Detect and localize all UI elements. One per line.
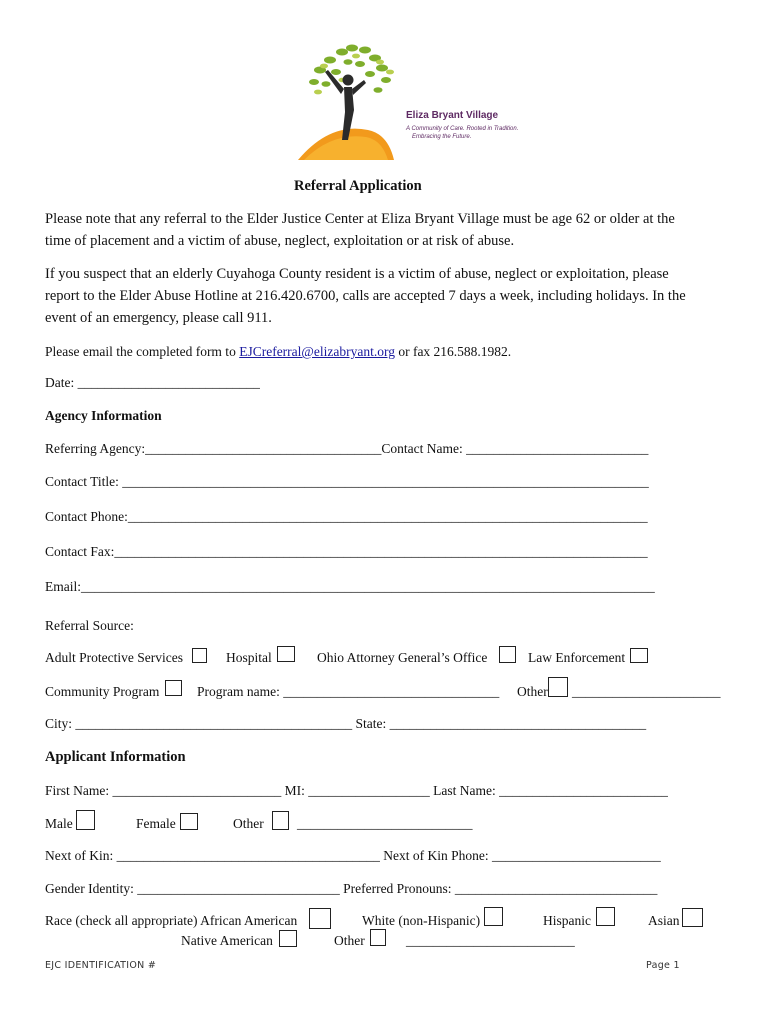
hispanic-label: Hispanic xyxy=(543,913,591,928)
agency-information-heading: Agency Information xyxy=(45,408,162,423)
race-other-label: Other xyxy=(334,933,365,948)
name-fields[interactable]: First Name: _________________________ MI: __________________ Last Name: _________________________ xyxy=(45,783,668,798)
intro-paragraph-2-line-1: If you suspect that an elderly Cuyahoga County resident is a victim of abuse, neglect or exploitation, please xyxy=(45,266,669,282)
race-label: Race (check all appropriate) African American xyxy=(45,913,298,928)
eliza-bryant-village-logo xyxy=(290,40,519,162)
other-gender-label: Other xyxy=(233,816,264,831)
law-enforcement-label: Law Enforcement xyxy=(528,650,626,665)
ejc-identification-label: EJC IDENTIFICATION # xyxy=(45,960,157,971)
tree-logo-icon xyxy=(290,40,519,162)
aps-label: Adult Protective Services xyxy=(45,650,183,665)
intro-paragraph-1-line-2: time of placement and a victim of abuse, neglect, exploitation or at risk of abuse. xyxy=(45,233,515,249)
email-instructions xyxy=(45,344,511,360)
gender-identity-field[interactable]: Gender Identity: ______________________________ Preferred Pronouns: ______________________________ xyxy=(45,881,658,896)
contact-fax-field[interactable]: Contact Fax:_______________________________________________________________________________ xyxy=(45,544,648,559)
other-gender-field[interactable]: __________________________ xyxy=(297,816,473,831)
intro-paragraph-1-line-1: Please note that any referral to the Elder Justice Center at Eliza Bryant Village must be age 62 or older at the xyxy=(45,211,675,227)
referral-source-label: Referral Source: xyxy=(45,618,134,633)
african-american-checkbox[interactable] xyxy=(309,908,331,929)
svg-text:Eliza Bryant Village: Eliza Bryant Village xyxy=(406,110,499,121)
race-other-field[interactable]: _________________________ xyxy=(406,933,575,948)
hispanic-checkbox[interactable] xyxy=(596,907,615,926)
date-field[interactable]: Date: ___________________________ xyxy=(45,375,260,390)
male-label: Male xyxy=(45,816,73,831)
ohio-ag-checkbox[interactable] xyxy=(499,646,516,663)
female-label: Female xyxy=(136,816,176,831)
intro-paragraph-2-line-3: event of an emergency, please call 911. xyxy=(45,310,272,326)
aps-option xyxy=(45,650,183,666)
other-source-field[interactable]: ______________________ xyxy=(572,684,721,699)
other-gender-checkbox[interactable] xyxy=(272,811,289,830)
ohio-ag-label: Ohio Attorney General’s Office xyxy=(317,650,488,665)
aps-checkbox[interactable] xyxy=(192,648,207,663)
page-title: Referral Application xyxy=(294,178,422,194)
native-american-checkbox[interactable] xyxy=(279,930,297,947)
email-suffix: or fax 216.588.1982. xyxy=(394,344,512,359)
svg-text:A Community of Care. Rooted in: A Community of Care. Rooted in Tradition. xyxy=(406,126,519,132)
hospital-checkbox[interactable] xyxy=(277,646,295,662)
native-american-label: Native American xyxy=(181,933,273,948)
next-of-kin-field[interactable]: Next of Kin: _______________________________________ Next of Kin Phone: _________________________ xyxy=(45,848,661,863)
race-other-checkbox[interactable] xyxy=(370,929,386,946)
white-checkbox[interactable] xyxy=(484,907,503,926)
svg-text:Embracing the Future.: Embracing the Future. xyxy=(412,134,472,140)
female-checkbox[interactable] xyxy=(180,813,198,830)
law-enforcement-checkbox[interactable] xyxy=(630,648,648,663)
other-source-checkbox[interactable] xyxy=(548,677,568,697)
referring-agency-field[interactable]: Referring Agency:___________________________________Contact Name: ___________________________ xyxy=(45,441,649,456)
community-program-checkbox[interactable] xyxy=(165,680,182,696)
asian-checkbox[interactable] xyxy=(682,908,703,927)
other-source-label: Other xyxy=(517,684,548,699)
community-program-label: Community Program xyxy=(45,684,160,699)
email-field[interactable]: Email:_____________________________________________________________________________________ xyxy=(45,579,655,594)
contact-phone-field[interactable]: Contact Phone:_____________________________________________________________________________ xyxy=(45,509,648,524)
contact-title-field[interactable]: Contact Title: ______________________________________________________________________________ xyxy=(45,474,649,489)
referral-email-link[interactable]: EJCreferral@elizabryant.org xyxy=(239,344,395,359)
city-state-field[interactable]: City: _________________________________________ State: ______________________________________ xyxy=(45,716,647,731)
applicant-information-heading: Applicant Information xyxy=(45,749,186,765)
intro-paragraph-2-line-2: report to the Elder Abuse Hotline at 216.420.6700, calls are accepted 7 days a week, including holidays. In the xyxy=(45,288,686,304)
asian-label: Asian xyxy=(648,913,680,928)
email-prefix: Please email the completed form to xyxy=(45,344,240,359)
page-number: Page 1 xyxy=(646,960,680,971)
program-name-field[interactable]: Program name: ________________________________ xyxy=(197,684,500,699)
hospital-label: Hospital xyxy=(226,650,272,665)
male-checkbox[interactable] xyxy=(76,810,95,830)
white-label: White (non-Hispanic) xyxy=(362,913,481,928)
